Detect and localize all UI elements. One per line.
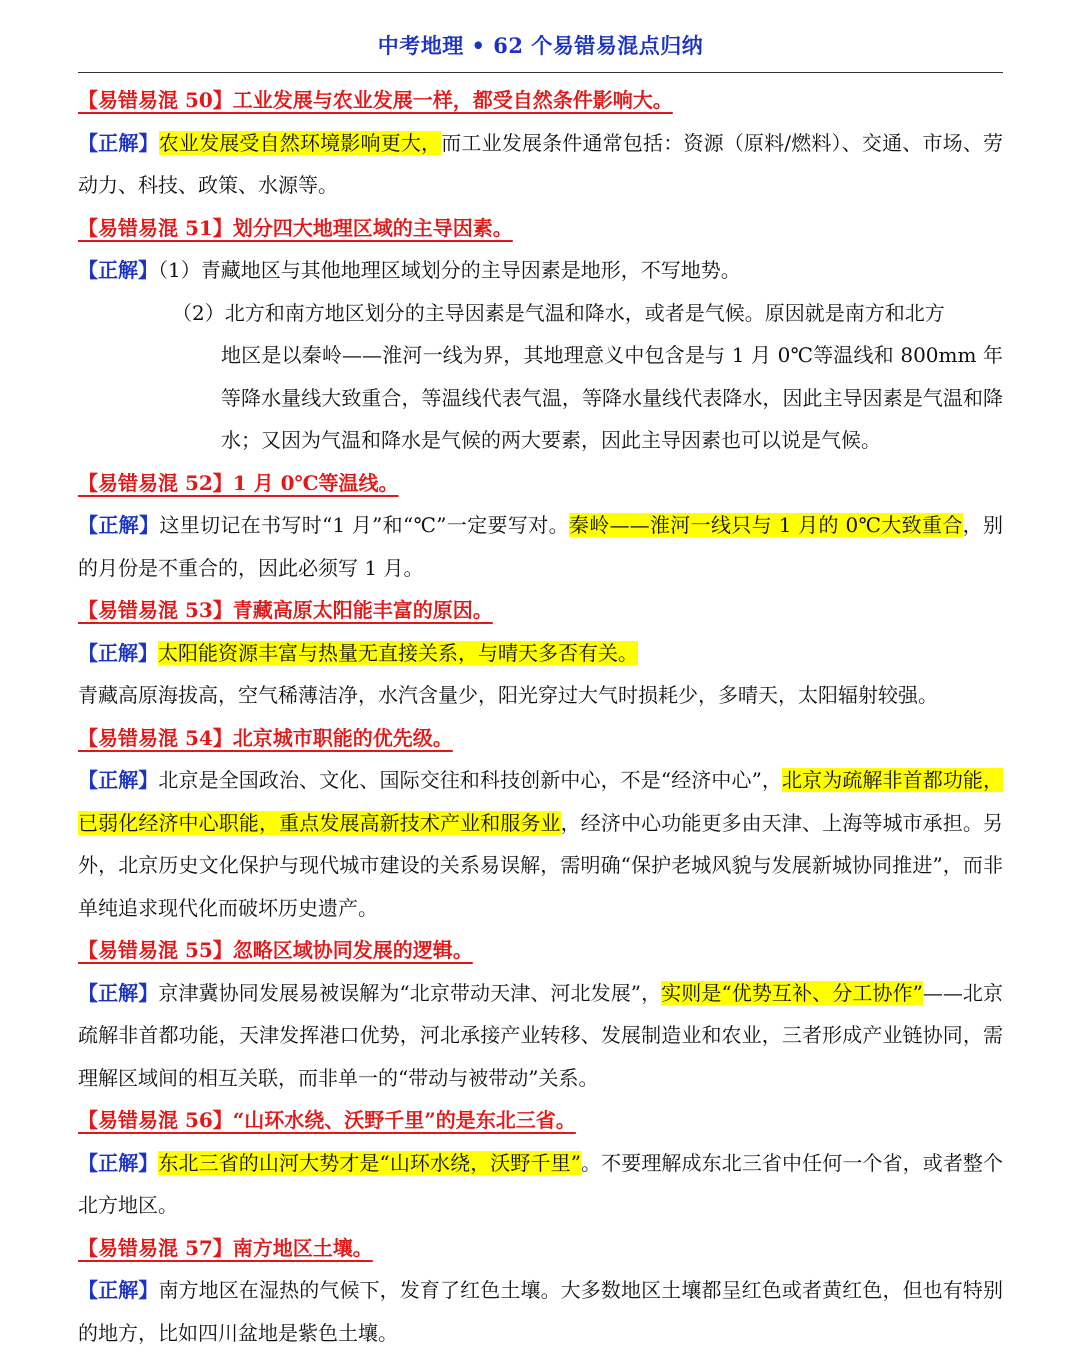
- answer-label: 【正解】: [78, 130, 159, 155]
- answer-52: 【正解】这里切记在书写时“1 月”和“℃”一定要写对。秦岭——淮河一线只与 1 月的 0℃大致重合，别的月份是不重合的，因此必须写 1 月。: [78, 513, 1004, 580]
- highlight: 农业发展受自然环境影响更大，: [158, 130, 442, 155]
- answer-50: 【正解】农业发展受自然环境影响更大，而工业发展条件通常包括：资源（原料/燃料）、交通、市场、劳动力、科技、政策、水源等。: [78, 130, 1003, 197]
- highlight: 实则是“优势互补、分工协作”: [661, 980, 923, 1005]
- highlight: 太阳能资源丰富与热量无直接关系，与晴天多否有关。: [158, 640, 638, 665]
- mistake-heading-53: 【易错易混 53】青藏高原太阳能丰富的原因。: [78, 598, 493, 622]
- content: [78, 79, 1003, 1354]
- answer-label: 【正解】: [78, 768, 159, 792]
- mistake-heading-54: 【易错易混 54】北京城市职能的优先级。: [78, 725, 453, 750]
- answer-51-point-2-cont: 地区是以秦岭——淮河一线为界，其地理意义中包含是与 1 月 0℃等温线和 800mm 年等降水量线大致重合，等温线代表气温，等降水量线代表降水，因此主导因素是气温和降水；又因为气温和降水是气候的两大要素，因此主导因素也可以说是气候。: [221, 343, 1003, 452]
- mistake-heading-50: 【易错易混 50】工业发展与农业发展一样，都受自然条件影响大。: [78, 88, 673, 112]
- answer-label: 【正解】: [78, 258, 158, 282]
- mistake-heading-51: 【易错易混 51】划分四大地理区域的主导因素。: [78, 215, 513, 240]
- highlight: 东北三省的山河大势才是“山环水绕，沃野千里”: [158, 1150, 581, 1175]
- answer-57: 【正解】南方地区在湿热的气候下，发育了红色土壤。大多数地区土壤都呈红色或者黄红色，但也有特别的地方，比如四川盆地是紫色土壤。: [78, 1278, 1004, 1345]
- answer-56: 【正解】东北三省的山河大势才是“山环水绕，沃野千里”。不要理解成东北三省中任何一个省，或者整个北方地区。: [78, 1150, 1004, 1217]
- answer-53: [78, 632, 1003, 675]
- answer-label: 【正解】: [78, 980, 159, 1005]
- answer-51-point-1: 【正解】（1）青藏地区与其他地理区域划分的主导因素是地形，不写地势。: [78, 258, 741, 282]
- answer-55: 【正解】京津冀协同发展易被误解为“北京带动天津、河北发展”，实则是“优势互补、分工协作”——北京疏解非首都功能，天津发挥港口优势，河北承接产业转移、发展制造业和农业，三者形成产业链协同，需理解区域间的相互关联，而非单一的“带动与被带动”关系。: [78, 980, 1004, 1090]
- highlight: 秦岭——淮河一线只与 1 月的 0℃大致重合: [568, 513, 963, 537]
- page-title: 中考地理 • 62 个易错易混点归纳: [377, 33, 704, 58]
- highlight: 北京为疏解非首都功能，已弱化经济中心职能，重点发展高新技术产业和服务业: [78, 768, 1004, 835]
- mistake-heading-56: 【易错易混 56】“山环水绕、沃野千里”的是东北三省。: [78, 1108, 576, 1132]
- answer-53-detail: 青藏高原海拔高，空气稀薄洁净，水汽含量少，阳光穿过大气时损耗少，多晴天，太阳辐射较强。: [78, 683, 938, 707]
- answer-51-point-2: （2）北方和南方地区划分的主导因素是气温和降水，或者是气候。原因就是南方和北方: [172, 300, 945, 325]
- mistake-heading-55: 【易错易混 55】忽略区域协同发展的逻辑。: [78, 938, 473, 962]
- answer-label: 【正解】: [78, 640, 158, 665]
- answer-label: 【正解】: [78, 1150, 159, 1175]
- mistake-heading-52: 【易错易混 52】1 月 0℃等温线。: [78, 470, 399, 495]
- header-divider: [78, 72, 1003, 73]
- mistake-heading-57: 【易错易混 57】南方地区土壤。: [78, 1235, 373, 1260]
- answer-label: 【正解】: [78, 513, 160, 537]
- answer-label: 【正解】: [78, 1278, 159, 1302]
- answer-54: 【正解】北京是全国政治、文化、国际交往和科技创新中心，不是“经济中心”，北京为疏解非首都功能，已弱化经济中心职能，重点发展高新技术产业和服务业，经济中心功能更多由天津、上海等城市承担。另外，北京历史文化保护与现代城市建设的关系易误解，需明确“保护老城风貌与发展新城协同推进”，而非单纯追求现代化而破坏历史遗产。: [78, 768, 1004, 920]
